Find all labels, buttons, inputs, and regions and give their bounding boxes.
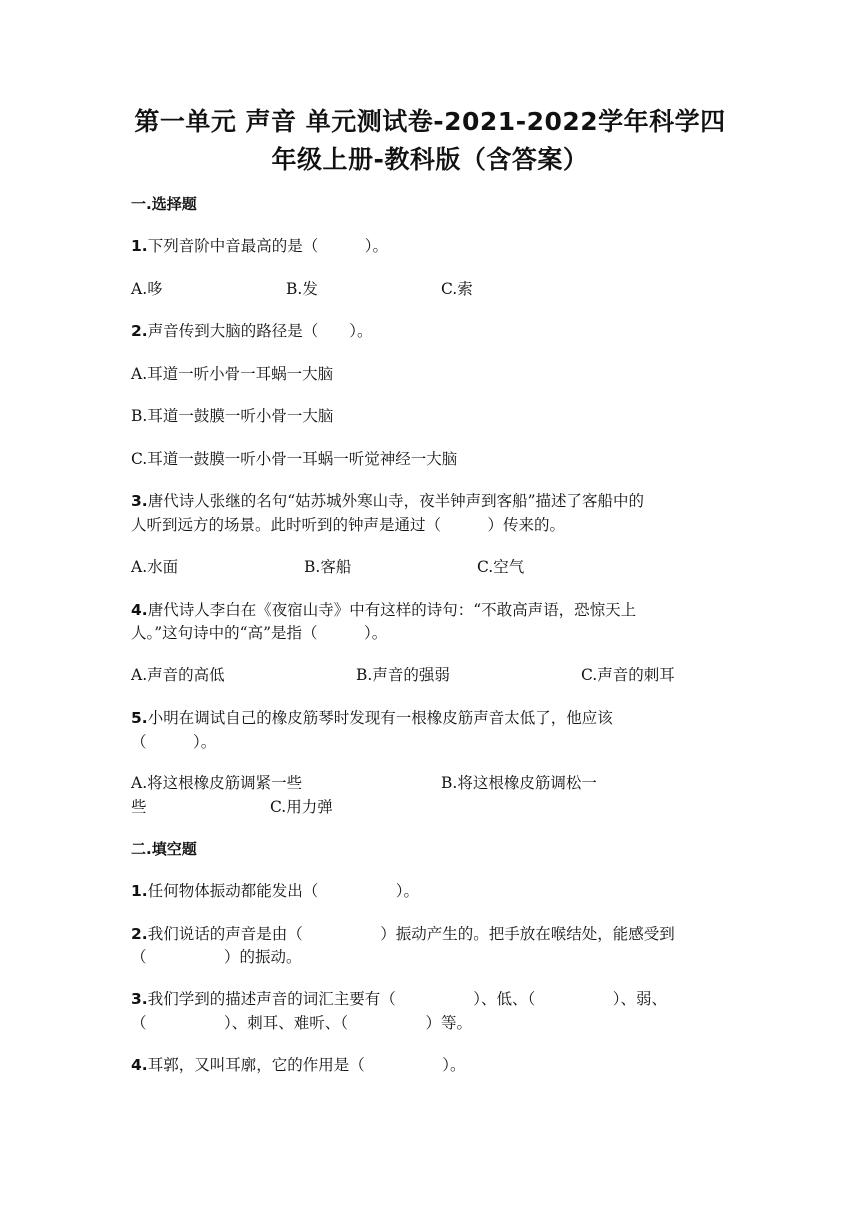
fill-question-3 bbox=[131, 988, 731, 1010]
option-c: C.用力弹 bbox=[270, 798, 333, 816]
question-number: 5. bbox=[131, 709, 148, 727]
question-text: 下列音阶中音最高的是（ ）。 bbox=[147, 237, 388, 255]
option-a: A.水面 bbox=[131, 558, 179, 576]
option-a: A.耳道一听小骨一耳蜗一大脑 bbox=[131, 365, 334, 383]
question-number: 2. bbox=[131, 925, 148, 943]
question-3 bbox=[131, 490, 731, 512]
fill-question-2 bbox=[131, 923, 731, 945]
option-c: C.耳道一鼓膜一听小骨一耳蜗一听觉神经一大脑 bbox=[131, 450, 458, 468]
question-text: 小明在调试自己的橡皮筋琴时发现有一根橡皮筋声音太低了，他应该 bbox=[147, 709, 613, 727]
fill-question-3-cont: （ ）、刺耳、难听、（ ）等。 bbox=[131, 1014, 473, 1032]
question-5 bbox=[131, 707, 731, 729]
option-b: B.发 bbox=[286, 280, 318, 298]
fill-question-2-cont: （ ）的振动。 bbox=[131, 948, 302, 966]
option-a: A.将这根橡皮筋调紧一些 bbox=[131, 774, 303, 792]
option-c: C.声音的刺耳 bbox=[581, 666, 675, 684]
question-number: 4. bbox=[131, 1056, 148, 1074]
question-4 bbox=[131, 599, 731, 621]
question-1 bbox=[131, 235, 731, 257]
option-a: A.哆 bbox=[131, 280, 163, 298]
question-text: 唐代诗人张继的名句“姑苏城外寒山寺，夜半钟声到客船”描述了客船中的 bbox=[147, 492, 645, 510]
option-b: B.将这根橡皮筋调松一 bbox=[441, 774, 597, 792]
question-4-cont: 人。”这句诗中的“高”是指（ ）。 bbox=[131, 624, 388, 642]
option-a: A.声音的高低 bbox=[131, 666, 225, 684]
option-b-cont: 些 bbox=[131, 798, 147, 816]
option-b: B.耳道一鼓膜一听小骨一大脑 bbox=[131, 407, 334, 425]
question-number: 4. bbox=[131, 601, 148, 619]
question-number: 2. bbox=[131, 322, 148, 340]
question-number: 1. bbox=[131, 882, 148, 900]
question-2 bbox=[131, 320, 731, 342]
option-c: C.索 bbox=[441, 280, 473, 298]
question-text: 任何物体振动都能发出（ ）。 bbox=[147, 882, 419, 900]
question-text: 耳郭，又叫耳廓，它的作用是（ ）。 bbox=[147, 1056, 466, 1074]
question-number: 3. bbox=[131, 492, 148, 510]
question-5-cont: （ ）。 bbox=[131, 733, 217, 751]
question-3-cont: 人听到远方的场景。此时听到的钟声是通过（ ）传来的。 bbox=[131, 516, 566, 534]
exam-title-line1: 第一单元 声音 单元测试卷-2021-2022学年科学四 bbox=[134, 107, 726, 136]
fill-question-4 bbox=[131, 1054, 731, 1076]
question-text: 唐代诗人李白在《夜宿山寺》中有这样的诗句：“不敢高声语，恐惊天上 bbox=[147, 601, 637, 619]
option-b: B.客船 bbox=[304, 558, 352, 576]
question-number: 3. bbox=[131, 990, 148, 1008]
question-text: 我们学到的描述声音的词汇主要有（ ）、低、（ ）、弱、 bbox=[147, 990, 667, 1008]
exam-title-line2: 年级上册-教科版（含答案） bbox=[271, 145, 589, 174]
question-number: 1. bbox=[131, 237, 148, 255]
question-text: 声音传到大脑的路径是（ ）。 bbox=[147, 322, 373, 340]
fill-question-1 bbox=[131, 880, 731, 902]
section-heading-fill: 二.填空题 bbox=[131, 840, 197, 858]
section-heading-choice: 一.选择题 bbox=[131, 195, 197, 213]
option-b: B.声音的强弱 bbox=[356, 666, 450, 684]
option-c: C.空气 bbox=[477, 558, 525, 576]
question-text: 我们说话的声音是由（ ）振动产生的。把手放在喉结处，能感受到 bbox=[147, 925, 675, 943]
